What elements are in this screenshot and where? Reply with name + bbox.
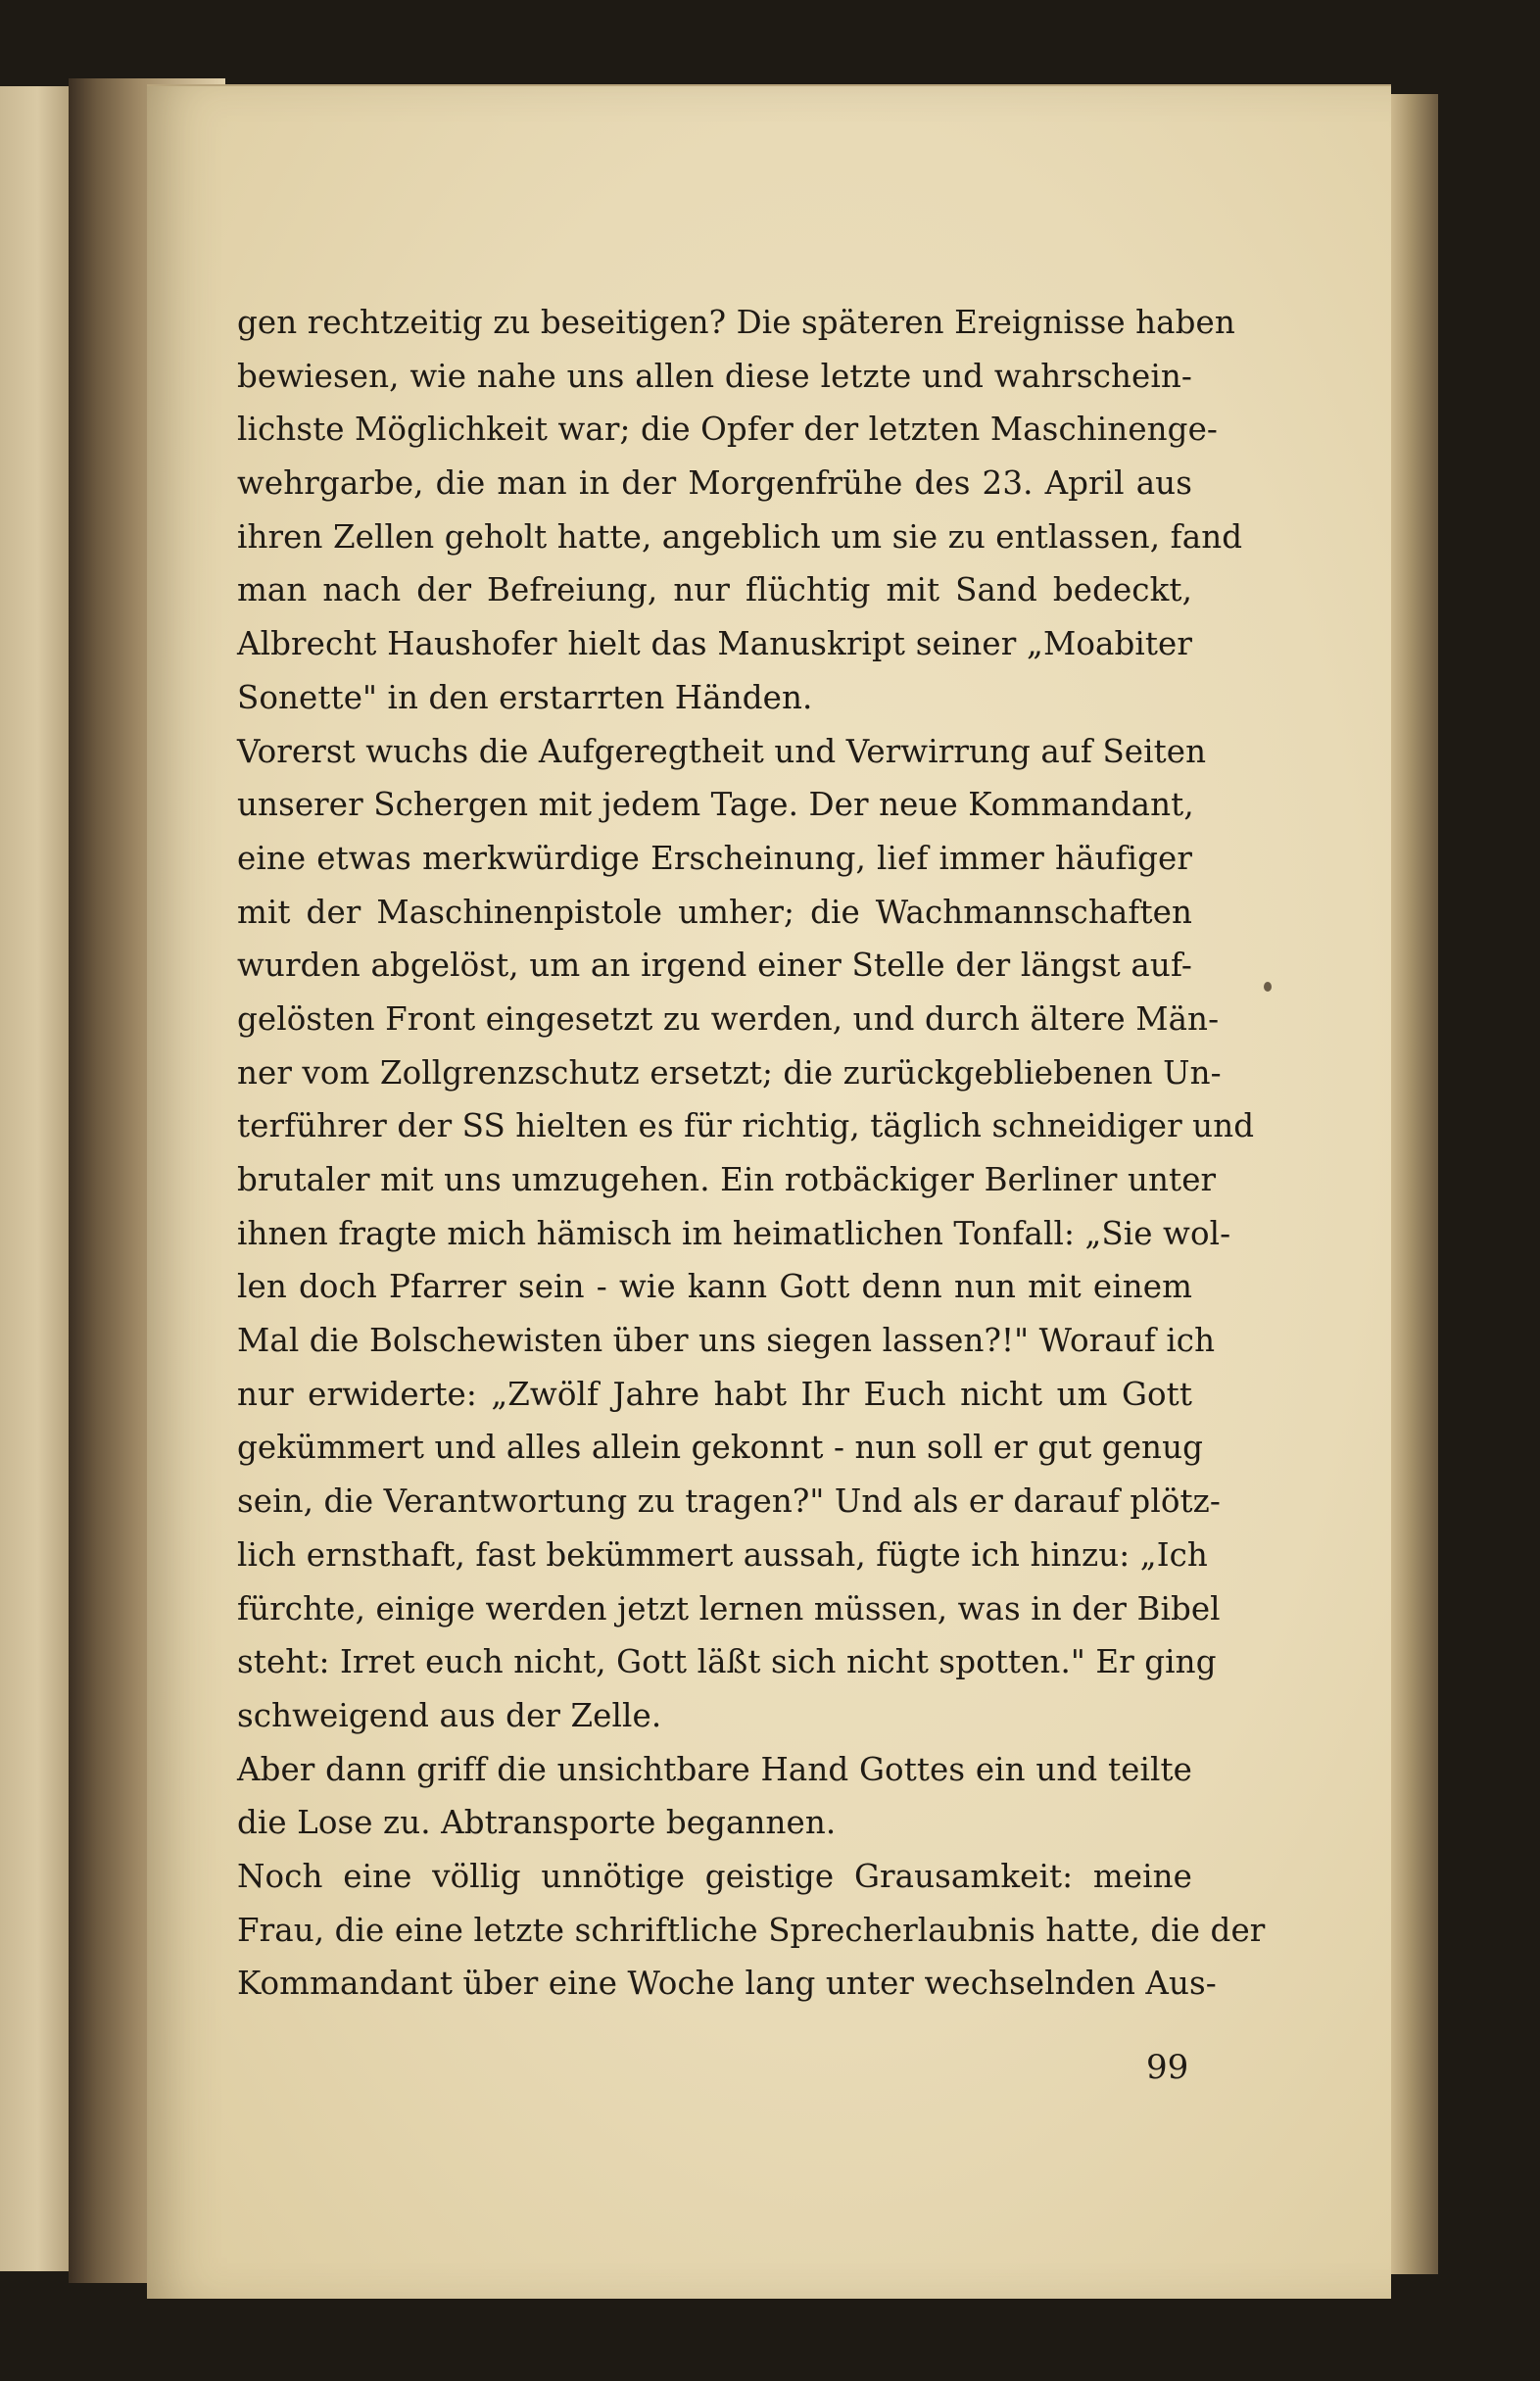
text-line: bewiesen, wie nahe uns allen diese letzte und wahrschein- <box>237 357 1192 395</box>
text-line: lich ernsthaft, fast bekümmert aussah, fügte ich hinzu: „Ich <box>237 1535 1208 1574</box>
text-line: gekümmert und alles allein gekonnt - nun soll er gut genug <box>237 1429 1204 1467</box>
text-line: Sonette" in den erstarrten Händen. <box>237 678 813 716</box>
text-line: fürchte, einige werden jetzt lernen müssen, was in der Bibel <box>237 1589 1221 1628</box>
body-text <box>237 296 1266 2011</box>
page-number: 99 <box>1146 2048 1189 2087</box>
page-edge-shadow <box>1391 94 1438 2274</box>
text-line: Aber dann griff die unsichtbare Hand Gottes ein und teilte <box>237 1750 1192 1788</box>
text-line: Frau, die eine letzte schriftliche Sprecherlaubnis hatte, die der <box>237 1911 1266 1949</box>
text-line: unserer Schergen mit jedem Tage. Der neue Kommandant, <box>237 786 1194 824</box>
text-line: sein, die Verantwortung zu tragen?" Und als er darauf plötz- <box>237 1482 1221 1521</box>
text-line: Kommandant über eine Woche lang unter wechselnden Aus- <box>237 1965 1217 2003</box>
text-line: gen rechtzeitig zu beseitigen? Die späteren Ereignisse haben <box>237 304 1235 341</box>
text-line: Noch eine völlig unnötige geistige Grausamkeit: meine <box>237 1857 1192 1895</box>
text-line: ihnen fragte mich hämisch im heimatlichen Tonfall: „Sie wol- <box>237 1214 1231 1252</box>
text-line: man nach der Befreiung, nur flüchtig mit Sand bedeckt, <box>237 571 1192 609</box>
left-page-edge <box>0 86 72 2271</box>
text-line: lichste Möglichkeit war; die Opfer der letzten Maschinenge- <box>237 411 1219 449</box>
text-line: steht: Irret euch nicht, Gott läßt sich nicht spotten." Er ging <box>237 1643 1217 1681</box>
text-line: Vorerst wuchs die Aufgeregtheit und Verwirrung auf Seiten <box>237 732 1207 770</box>
text-line: eine etwas merkwürdige Erscheinung, lief immer häufiger <box>237 839 1192 877</box>
text-line: Mal die Bolschewisten über uns siegen lassen?!" Worauf ich <box>237 1322 1216 1360</box>
text-line: len doch Pfarrer sein - wie kann Gott denn nun mit einem <box>237 1268 1192 1306</box>
text-line: mit der Maschinenpistole umher; die Wachmannschaften <box>237 893 1192 931</box>
text-line: wehrgarbe, die man in der Morgenfrühe des 23. April aus <box>237 464 1192 503</box>
text-line: brutaler mit uns umzugehen. Ein rotbäckiger Berliner unter <box>237 1161 1217 1198</box>
text-line: Albrecht Haushofer hielt das Manuskript seiner „Moabiter <box>237 625 1192 663</box>
text-line: ihren Zellen geholt hatte, angeblich um sie zu entlassen, fand <box>237 517 1243 556</box>
text-line: nur erwiderte: „Zwölf Jahre habt Ihr Euch nicht um Gott <box>237 1375 1192 1413</box>
text-line: wurden abgelöst, um an irgend einer Stelle der längst auf- <box>237 947 1192 985</box>
text-line: terführer der SS hielten es für richtig, täglich schneidiger und <box>237 1107 1255 1145</box>
text-line: die Lose zu. Abtransporte begannen. <box>237 1804 837 1842</box>
text-line: ner vom Zollgrenzschutz ersetzt; die zurückgebliebenen Un- <box>237 1053 1222 1092</box>
paper-speck <box>1264 982 1272 992</box>
text-line: gelösten Front eingesetzt zu werden, und durch ältere Män- <box>237 999 1220 1038</box>
text-line: schweigend aus der Zelle. <box>237 1696 662 1734</box>
